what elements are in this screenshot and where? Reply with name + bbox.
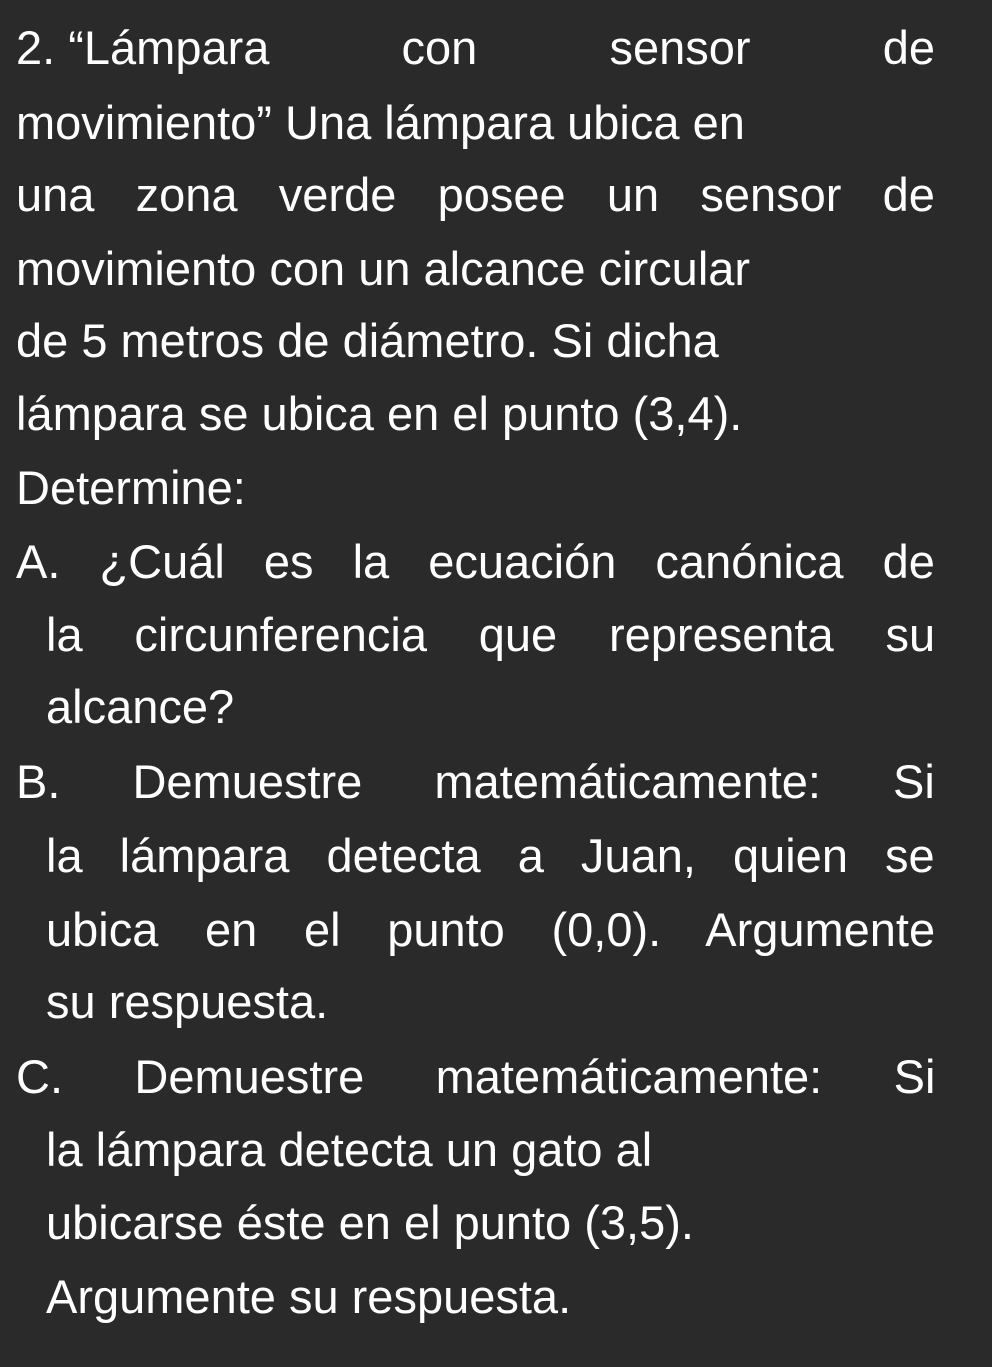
problem-line: movimiento” Una lámpara ubica en bbox=[16, 96, 745, 149]
item-c-question-cont: Argumente su respuesta. bbox=[46, 1270, 572, 1323]
item-c-question-cont: ubicarse éste en el punto (3,5). bbox=[46, 1196, 694, 1249]
problem-line: lámpara se ubica en el punto (3,4). bbox=[16, 387, 743, 440]
header-word: con bbox=[401, 21, 478, 74]
item-b-question: B. Demuestre matemáticamente: Si bbox=[16, 755, 935, 808]
item-c-question-cont: la lámpara detecta un gato al bbox=[46, 1123, 653, 1176]
item-b-question-cont: su respuesta. bbox=[46, 975, 329, 1028]
item-b-question-cont: ubica en el punto (0,0). Argumente bbox=[46, 903, 936, 956]
item-c-question: C. Demuestre matemáticamente: Si bbox=[16, 1050, 936, 1103]
item-a-question-cont: alcance? bbox=[46, 680, 235, 733]
header-word: sensor bbox=[609, 21, 751, 74]
problem-line: una zona verde posee un sensor de bbox=[16, 168, 935, 221]
determine-label: Determine: bbox=[16, 461, 246, 514]
problem-line: de 5 metros de diámetro. Si dicha bbox=[16, 314, 719, 367]
header-word: 2. “Lámpara bbox=[16, 21, 270, 74]
item-a-question: A. ¿Cuál es la ecuación canónica de bbox=[16, 535, 935, 588]
item-b-question-cont: la lámpara detecta a Juan, quien se bbox=[46, 829, 935, 882]
problem-line: movimiento con un alcance circular bbox=[16, 242, 751, 295]
item-a-question-cont: la circunferencia que representa su bbox=[46, 608, 936, 661]
header-word: de bbox=[882, 21, 935, 74]
problem-header-line bbox=[16, 13, 935, 83]
